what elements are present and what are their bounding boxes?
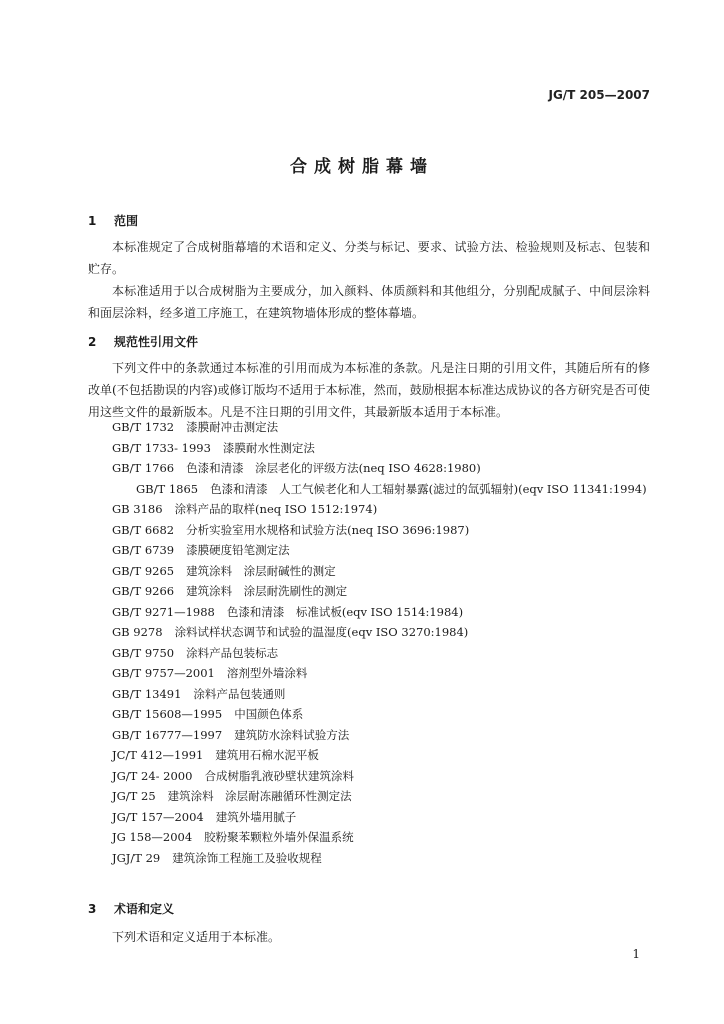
ref-code: GB 3186: [112, 502, 163, 516]
reference-item: [88, 643, 668, 664]
ref-code: GB/T 15608—1995: [112, 707, 223, 721]
ref-code: GB/T 9271—1988: [112, 604, 215, 619]
ref-code: JG 158—2004: [112, 830, 193, 844]
ref-code: GB/T 1766: [112, 461, 175, 475]
standard-number: JG/T 205—2007: [548, 88, 650, 102]
reference-item: [88, 417, 668, 438]
reference-item: [88, 520, 668, 541]
ref-code: JG/T 25: [112, 789, 156, 803]
section-title: 术语和定义: [114, 902, 175, 916]
paragraph: 下列文件中的条款通过本标准的引用而成为本标准的条款。凡是注日期的引用文件，其随后所有的修改单(不包括勘误的内容)或修订版均不适用于本标准，然而，鼓励根据本标准达成协议的各方研究是否可使用这些文件的最新版本。凡是不注日期的引用文件，其最新版本适用于本标准。: [88, 361, 650, 419]
ref-title: 漆膜耐水性测定法: [222, 440, 315, 455]
reference-item: [88, 499, 668, 520]
ref-title: 建筑涂料 涂层耐洗刷性的测定: [186, 584, 348, 598]
ref-code: GB/T 1732: [112, 420, 175, 434]
ref-code: JG/T 157—2004: [112, 809, 204, 824]
ref-code: GB/T 9266: [112, 584, 175, 598]
ref-code: GB 9278: [112, 625, 163, 639]
section-number: 1: [88, 214, 97, 228]
reference-item: [88, 745, 668, 766]
reference-item: [88, 540, 668, 561]
ref-title: 建筑涂饰工程施工及验收规程: [172, 850, 322, 865]
ref-code: GB/T 13491: [112, 686, 182, 701]
reference-item: [88, 704, 668, 725]
ref-title: 胶粉聚苯颗粒外墙外保温系统: [204, 830, 354, 844]
ref-code: GB/T 9750: [112, 645, 175, 660]
ref-title: 溶剂型外墙涂料: [226, 666, 308, 680]
ref-code: GB/T 9265: [112, 563, 175, 578]
reference-item: [88, 581, 668, 602]
ref-code: GB/T 6682: [112, 522, 175, 537]
reference-item: [88, 684, 668, 705]
ref-title: 建筑涂料 涂层耐冻融循环性测定法: [167, 789, 352, 803]
paragraph: 下列术语和定义适用于本标准。: [112, 930, 281, 944]
section-title: 范围: [114, 214, 139, 228]
paragraph: 本标准适用于以合成树脂为主要成分，加入颜料、体质颜料和其他组分，分别配成腻子、中间层涂料和面层涂料，经多道工序施工，在建筑物墙体形成的整体幕墙。: [88, 284, 650, 320]
ref-title: 建筑防水涂料试验方法: [234, 727, 350, 742]
ref-title: 建筑外墙用腻子: [215, 809, 297, 824]
reference-item: [88, 438, 668, 459]
ref-title: 涂料产品包装标志: [186, 645, 279, 660]
ref-code: GB/T 1733- 1993: [112, 440, 211, 455]
ref-code: JG/T 24- 2000: [112, 768, 193, 783]
ref-title: 中国颜色体系: [234, 707, 304, 721]
ref-title: 漆膜硬度铅笔测定法: [186, 543, 290, 557]
ref-title: 色漆和清漆 涂层老化的评级方法(neq ISO 4628:1980): [186, 461, 481, 475]
reference-item: [88, 848, 668, 869]
ref-title: 涂料产品的取样(neq ISO 1512:1974): [174, 502, 378, 516]
reference-item: [88, 663, 668, 684]
reference-item: [88, 827, 668, 848]
reference-item: [88, 725, 668, 746]
reference-item: [88, 458, 668, 479]
reference-item: [88, 561, 668, 582]
reference-item: [88, 766, 668, 787]
reference-item: [88, 622, 668, 643]
reference-item: [88, 479, 658, 500]
ref-code: JC/T 412—1991: [112, 748, 204, 762]
section-number: 2: [88, 335, 97, 349]
section-heading-1: [88, 212, 138, 229]
reference-item: [88, 602, 668, 623]
ref-title: 涂料试样状态调节和试验的温湿度(eqv ISO 3270:1984): [174, 625, 469, 639]
ref-title: 色漆和清漆 人工气候老化和人工辐射暴露(滤过的氙弧辐射)(eqv ISO 11341:1994): [210, 481, 647, 496]
section-title: 规范性引用文件: [114, 335, 199, 349]
ref-title: 分析实验室用水规格和试验方法(neq ISO 3696:1987): [186, 522, 470, 537]
reference-list: [88, 417, 668, 868]
ref-title: 涂料产品包装通则: [193, 686, 286, 701]
section-number: 3: [88, 902, 97, 916]
ref-title: 建筑用石棉水泥平板: [215, 748, 319, 762]
page-number: 1: [632, 947, 640, 961]
ref-title: 漆膜耐冲击测定法: [186, 420, 279, 434]
ref-code: GB/T 1865: [136, 481, 199, 496]
reference-item: [88, 807, 668, 828]
ref-title: 色漆和清漆 标准试板(eqv ISO 1514:1984): [226, 604, 464, 619]
ref-code: JGJ/T 29: [112, 850, 161, 865]
ref-code: GB/T 16777—1997: [112, 727, 223, 742]
paragraph: 本标准规定了合成树脂幕墙的术语和定义、分类与标记、要求、试验方法、检验规则及标志、包装和贮存。: [88, 240, 650, 276]
section-heading-2: [88, 333, 198, 350]
ref-title: 建筑涂料 涂层耐碱性的测定: [186, 563, 336, 578]
section-heading-3: [88, 900, 174, 917]
ref-code: GB/T 6739: [112, 543, 175, 557]
document-title: 合成树脂幕墙: [290, 157, 434, 177]
reference-item: [88, 786, 668, 807]
ref-title: 合成树脂乳液砂壁状建筑涂料: [204, 768, 354, 783]
ref-code: GB/T 9757—2001: [112, 666, 215, 680]
